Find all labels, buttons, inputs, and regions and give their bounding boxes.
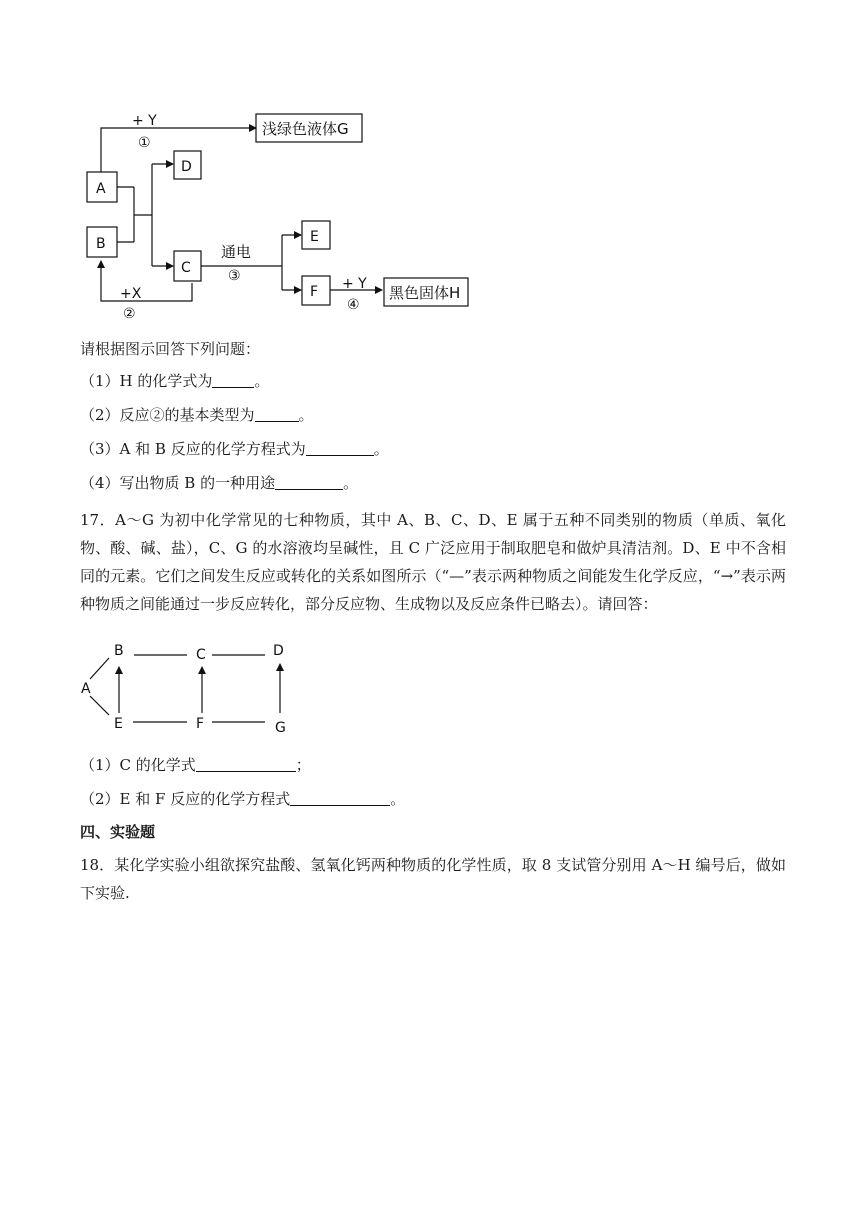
label-electrolysis: 通电 bbox=[221, 243, 252, 261]
relationship-diagram bbox=[80, 640, 300, 736]
q16-item-4-text: （4）写出物质 B 的一种用途 bbox=[80, 474, 276, 492]
node-b: B bbox=[96, 236, 106, 252]
label-plus-y-1: + Y bbox=[132, 113, 157, 129]
node-c: C bbox=[181, 260, 191, 276]
answer-blank[interactable] bbox=[275, 475, 343, 490]
q16-intro: 请根据图示回答下列问题： bbox=[80, 340, 261, 358]
answer-blank[interactable] bbox=[255, 407, 299, 422]
q16-item-3 bbox=[80, 439, 389, 459]
q16-item-1 bbox=[80, 371, 269, 391]
q17-item-1-text: （1）C 的化学式 bbox=[80, 756, 196, 774]
q17-item-1-end: ； bbox=[295, 756, 311, 774]
q17-stem: 17．A～G 为初中化学常见的七种物质，其中 A、B、C、D、E 属于五种不同类别的物质（单质、氧化物、酸、碱、盐），C、G 的水溶液均呈碱性，且 C 广泛应用于制取肥皂和做炉具清洁剂。D、E 中不含相同的元素。它们之间发生反应或转化的关系如图所示（“—”表示两种物质之间能发生化学反应，“→”表示两种物质之间能通过一步反应转化，部分反应物、生成物以及反应条件已略去）。请回答： bbox=[80, 511, 786, 613]
node-f: F bbox=[310, 284, 319, 300]
answer-blank[interactable] bbox=[212, 373, 254, 388]
q16-item-1-text: （1）H 的化学式为 bbox=[80, 372, 213, 390]
node-e: E bbox=[310, 229, 319, 245]
q16-item-2-end: 。 bbox=[298, 406, 314, 424]
node-f: F bbox=[196, 716, 205, 732]
q16-item-2-text: （2）反应②的基本类型为 bbox=[80, 406, 255, 424]
label-plus-x: +X bbox=[120, 286, 142, 302]
node-g: G bbox=[275, 720, 286, 736]
q16-item-3-text: （3）A 和 B 反应的化学方程式为 bbox=[80, 440, 306, 458]
node-e: E bbox=[114, 716, 123, 732]
q16-item-2 bbox=[80, 405, 314, 425]
q16-item-4 bbox=[80, 473, 358, 493]
answer-blank[interactable] bbox=[306, 441, 374, 456]
answer-blank[interactable] bbox=[196, 757, 296, 772]
reaction-flow-diagram bbox=[80, 108, 480, 324]
q17-item-2 bbox=[80, 789, 405, 809]
node-a: A bbox=[81, 681, 91, 697]
label-step-3: ③ bbox=[228, 268, 241, 284]
node-c: C bbox=[196, 647, 206, 663]
label-step-1: ① bbox=[138, 135, 151, 151]
node-a: A bbox=[96, 181, 106, 197]
node-d: D bbox=[273, 643, 284, 659]
node-b: B bbox=[114, 643, 124, 659]
section-heading: 四、实验题 bbox=[80, 823, 156, 841]
answer-blank[interactable] bbox=[290, 791, 390, 806]
q18-stem: 18．某化学实验小组欲探究盐酸、氢氧化钙两种物质的化学性质，取 8 支试管分别用 A～H 编号后，做如下实验. bbox=[80, 856, 786, 902]
line-a-b bbox=[90, 658, 109, 679]
q17-item-1 bbox=[80, 755, 311, 775]
q16-item-4-end: 。 bbox=[343, 474, 359, 492]
q16-item-1-end: 。 bbox=[254, 372, 270, 390]
node-d: D bbox=[181, 159, 192, 175]
line-a-e bbox=[90, 696, 109, 715]
q17-item-2-end: 。 bbox=[390, 790, 406, 808]
q17-item-2-text: （2）E 和 F 反应的化学方程式 bbox=[80, 790, 291, 808]
label-step-4: ④ bbox=[347, 297, 360, 313]
label-step-2: ② bbox=[123, 306, 136, 322]
q16-item-3-end: 。 bbox=[373, 440, 389, 458]
label-plus-y-2: + Y bbox=[342, 276, 367, 292]
box-g-label: 浅绿色液体G bbox=[262, 120, 349, 138]
box-h-label: 黑色固体H bbox=[389, 284, 461, 302]
